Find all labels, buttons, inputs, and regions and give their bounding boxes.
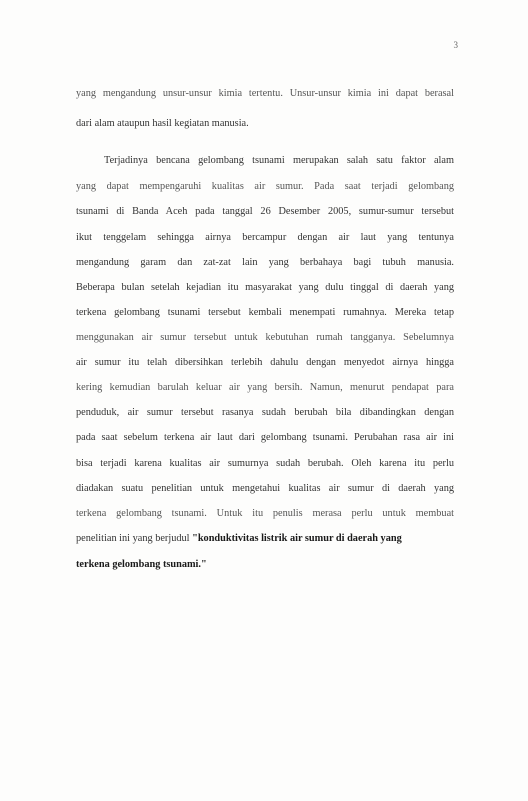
research-title-part2: terkena gelombang tsunami." xyxy=(76,559,207,570)
text-line: Terjadinya bencana gelombang tsunami merupakan salah satu faktor alam xyxy=(104,155,454,166)
text-line: menggunakan air sumur tersebut untuk kebutuhan rumah tangganya. Sebelumnya xyxy=(76,332,454,343)
text-line: yang dapat mempengaruhi kualitas air sumur. Pada saat terjadi gelombang xyxy=(76,181,454,192)
text-line: yang mengandung unsur-unsur kimia tertentu. Unsur-unsur kimia ini dapat berasal xyxy=(76,88,454,99)
text-line: pada saat sebelum terkena air laut dari gelombang tsunami. Perubahan rasa air ini xyxy=(76,432,454,443)
text-line-prefix: penelitian ini yang berjudul xyxy=(76,533,193,544)
text-line: ikut tenggelam sehingga airnya bercampur dengan air laut yang tentunya xyxy=(76,232,454,243)
text-line: penduduk, air sumur tersebut rasanya sudah berubah bila dibandingkan dengan xyxy=(76,407,454,418)
text-line: bisa terjadi karena kualitas air sumurnya sudah berubah. Oleh karena itu perlu xyxy=(76,458,454,469)
text-line: mengandung garam dan zat-zat lain yang berbahaya bagi tubuh manusia. xyxy=(76,257,454,268)
text-line: air sumur itu telah dibersihkan terlebih dahulu dengan menyedot airnya hingga xyxy=(76,357,454,368)
text-line: dari alam ataupun hasil kegiatan manusia. xyxy=(76,118,249,129)
text-line: tsunami di Banda Aceh pada tanggal 26 Desember 2005, sumur-sumur tersebut xyxy=(76,206,454,217)
text-line: kering kemudian barulah keluar air yang bersih. Namun, menurut pendapat para xyxy=(76,382,454,393)
page-number: 3 xyxy=(453,40,458,50)
text-line: diadakan suatu penelitian untuk mengetahui kualitas air sumur di daerah yang xyxy=(76,483,454,494)
text-line-final xyxy=(76,533,454,545)
text-line: terkena gelombang tsunami tersebut kembali menempati rumahnya. Mereka tetap xyxy=(76,307,454,318)
text-line: Beberapa bulan setelah kejadian itu masyarakat yang dulu tinggal di daerah yang xyxy=(76,282,454,293)
research-title-part1: "konduktivitas listrik air sumur di daerah yang xyxy=(192,533,402,544)
text-line: terkena gelombang tsunami. Untuk itu penulis merasa perlu untuk membuat xyxy=(76,508,454,519)
